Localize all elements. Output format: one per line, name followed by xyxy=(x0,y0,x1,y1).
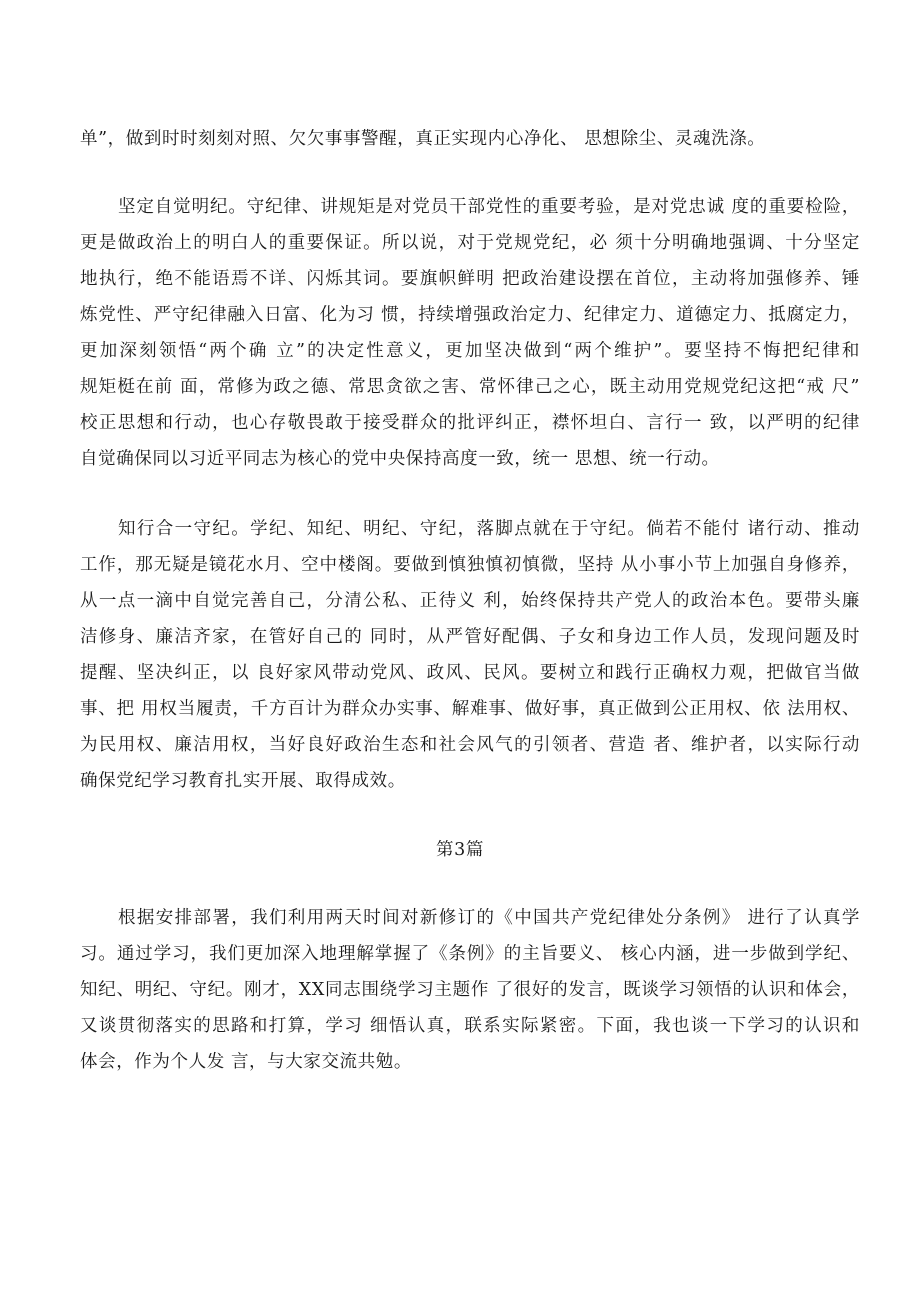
paragraph-3-line-7: 为民用权、廉洁用权，当好良好政治生态和社会风气的引领者、营造 者、维护者，以实际行动 xyxy=(80,735,860,755)
paragraph-3-line-6: 事、把 用权当履责，千方百计为群众办实事、解难事、做好事，真正做到公正用权、依 法用权、 xyxy=(80,699,860,719)
paragraph-2-line-4: 炼党性、严守纪律融入日富、化为习 惯，持续增强政治定力、纪律定力、道德定力、抵腐定力， xyxy=(80,305,860,325)
paragraph-3-line-4: 洁修身、廉洁齐家，在管好自己的 同时，从严管好配偶、子女和身边工作人员，发现问题及时 xyxy=(80,627,860,647)
paragraph-2-line-2: 更是做政治上的明白人的重要保证。所以说，对于党规党纪，必 须十分明确地强调、十分坚定 xyxy=(80,233,860,253)
paragraph-4-line-2: 习。通过学习，我们更加深入地理解掌握了《条例》的主旨要义、 核心内涵，进一步做到学纪、 xyxy=(80,944,860,964)
paragraph-2-line-6: 规矩梃在前 面，常修为政之德、常思贪欲之害、常怀律己之心，既主动用党规党纪这把“戒 尺” xyxy=(80,377,860,397)
paragraph-2-line-7: 校正思想和行动，也心存敬畏敢于接受群众的批评纠正，襟怀坦白、言行一 致，以严明的纪律 xyxy=(80,413,860,433)
paragraph-3-line-3: 从一点一滴中自觉完善自己，分清公私、正待义 利，始终保持共产党人的政治本色。要带头廉 xyxy=(80,591,860,611)
paragraph-4-line-1: 根据安排部署，我们利用两天时间对新修订的《中国共产党纪律处分条例》 进行了认真学 xyxy=(118,908,860,928)
paragraph-4-line-3: 知纪、明纪、守纪。刚才，XX同志围绕学习主题作 了很好的发言，既谈学习领悟的认识和体会， xyxy=(80,980,860,1000)
paragraph-2-line-5: 更加深刻领悟“两个确 立”的决定性意义，更加坚决做到“两个维护”。要坚持不悔把纪律和 xyxy=(80,341,860,361)
paragraph-2-line-1: 坚定自觉明纪。守纪律、讲规矩是对党员干部党性的重要考验，是对党忠诚 度的重要检险， xyxy=(118,197,860,217)
paragraph-3-line-2: 工作，那无疑是镜花水月、空中楼阁。要做到慎独慎初慎微，坚持 从小事小节上加强自身修养， xyxy=(80,555,860,575)
paragraph-1-line-1: 单”，做到时时刻刻对照、欠欠事事警醒，真正实现内心净化、 思想除尘、灵魂洗涤。 xyxy=(80,129,766,149)
paragraph-3-line-8: 确保党纪学习教育扎实开展、取得成效。 xyxy=(80,771,406,791)
paragraph-4-line-5: 体会，作为个人发 言，与大家交流共勉。 xyxy=(80,1052,412,1072)
paragraph-2-line-8: 自觉确保同以习近平同志为核心的党中央保持高度一致，统一 思想、统一行动。 xyxy=(80,449,720,469)
paragraph-3-line-1: 知行合一守纪。学纪、知纪、明纪、守纪，落脚点就在于守纪。倘若不能付 诸行动、推动 xyxy=(118,519,860,539)
paragraph-2-line-3: 地执行，绝不能语焉不详、闪烁其词。要旗帜鲜明 把政治建设摆在首位，主动将加强修养、锤 xyxy=(80,269,860,289)
section-heading: 第3篇 xyxy=(436,840,484,860)
paragraph-3-line-5: 提醒、坚决纠正，以 良好家风带动党风、政风、民风。要树立和践行正确权力观，把做官当做 xyxy=(80,663,860,683)
paragraph-4-line-4: 又谈贯彻落实的思路和打算，学习 细悟认真，联系实际紧密。下面，我也谈一下学习的认识和 xyxy=(80,1016,860,1036)
